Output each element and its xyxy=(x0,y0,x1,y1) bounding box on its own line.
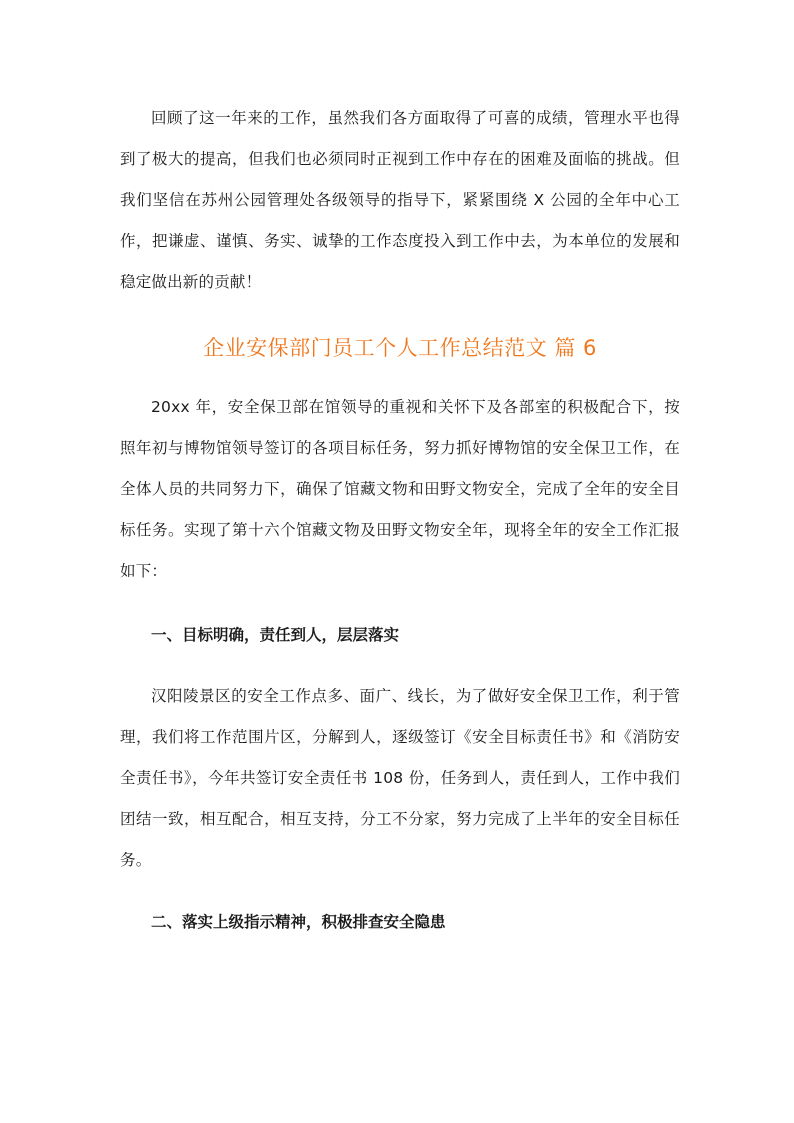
body-paragraph: 20xx 年，安全保卫部在馆领导的重视和关怀下及各部室的积极配合下，按照年初与博物馆领导签订的各项目标任务，努力抓好博物馆的安全保卫工作，在全体人员的共同努力下，确保了馆藏文物和田野文物安全，完成了全年的安全目标任务。实现了第十六个馆藏文物及田野文物安全年，现将全年的安全工作汇报如下： xyxy=(120,398,680,580)
body-paragraph: 汉阳陵景区的安全工作点多、面广、线长，为了做好安全保卫工作，利于管理，我们将工作范围片区，分解到人，逐级签订《安全目标责任书》和《消防安全责任书》，今年共签订安全责任书 108 份，任务到人，责任到人，工作中我们团结一致，相互配合，相互支持，分工不分家，努力完成了上半年的安全目标任务。 xyxy=(120,687,680,869)
body-paragraph: 回顾了这一年来的工作，虽然我们各方面取得了可喜的成绩，管理水平也得到了极大的提高，但我们也必须同时正视到工作中存在的困难及面临的挑战。但我们坚信在苏州公园管理处各级领导的指导下，紧紧围绕 X 公园的全年中心工作，把谦虚、谨慎、务实、诚挚的工作态度投入到工作中去，为本单位的发展和稳定做出新的贡献！ xyxy=(120,109,680,291)
section-heading: 二、落实上级指示精神，积极排查安全隐患 xyxy=(151,913,446,931)
section-title: 企业安保部门员工个人工作总结范文 篇 6 xyxy=(203,336,597,360)
section-heading: 一、目标明确，责任到人，层层落实 xyxy=(151,626,400,644)
